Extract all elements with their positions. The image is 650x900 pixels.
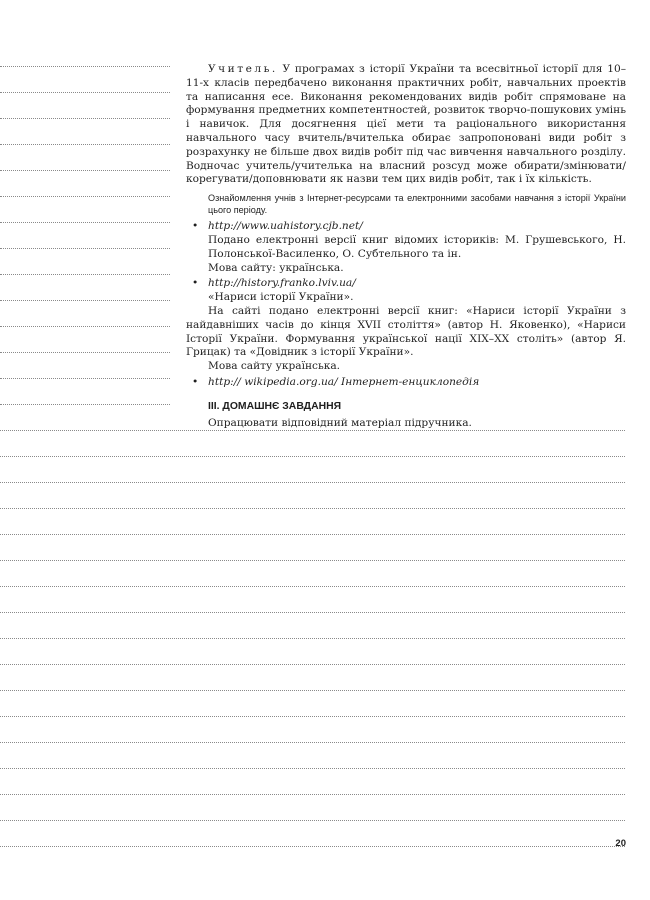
note-line bbox=[0, 430, 625, 431]
note-line bbox=[0, 638, 625, 639]
note-line bbox=[0, 690, 625, 691]
note-line bbox=[0, 768, 625, 769]
teacher-label: Учитель. bbox=[208, 63, 278, 75]
teacher-paragraph bbox=[186, 63, 626, 187]
note-line bbox=[0, 378, 170, 379]
note-line bbox=[0, 404, 170, 405]
note-line bbox=[0, 560, 625, 561]
note-line bbox=[0, 820, 625, 821]
note-line bbox=[0, 66, 170, 67]
resource-language: Мова сайту: українська. bbox=[208, 261, 344, 274]
resource-description: Подано електронні версії книг відомих істориків: М. Грушевського, Н. Полонської-Василенко, О. Субтельного та ін. bbox=[208, 233, 626, 260]
note-line bbox=[0, 326, 170, 327]
note-line bbox=[0, 92, 170, 93]
teacher-text: У програмах з історії України та всесвітньої історії для 10–11-х класів передбачено виконання практичних робіт, навчальних проектів та написання есе. Виконання рекомендованих видів робіт спрямоване на формування предметних компетентностей, розвиток творчо-пошукових умінь і навичок. Для досягнення цієї мети та раціонального використання навчального часу вчитель/вчителька обирає запропоновані види робіт з розрахунку не більше двох видів робіт під час вивчення навчального розділу. Водночас учитель/учителька на власний розсуд може обирати/змінювати/корегувати/доповнювати як назви тем цих видів робіт, так і їх кількість. bbox=[186, 63, 626, 186]
note-line bbox=[0, 274, 170, 275]
note-line bbox=[0, 716, 625, 717]
bullet-icon: • bbox=[192, 375, 199, 388]
resource-description: На сайті подано електронні версії книг: «Нариси історії України з найдавніших часів до кінця XVII століття» (автор Н. Яковенко), «Нариси Історії України. Формування української нації XIX–XX століть» (автор Я. Грицак) та «Довідник з історії України». bbox=[186, 304, 626, 359]
note-line bbox=[0, 118, 170, 119]
note-line bbox=[0, 586, 625, 587]
homework-text: Опрацювати відповідний матеріал підручника. bbox=[208, 416, 472, 429]
note-line bbox=[0, 742, 625, 743]
note-line bbox=[0, 300, 170, 301]
bullet-icon: • bbox=[192, 277, 199, 290]
note-line bbox=[0, 196, 170, 197]
resource-title: «Нариси історії України». bbox=[208, 291, 354, 304]
resource-item bbox=[186, 376, 626, 390]
resource-language: Мова сайту українська. bbox=[208, 360, 341, 373]
resource-link[interactable]: http:// wikipedia.org.ua/ Інтернет-енциклопедія bbox=[208, 375, 480, 388]
note-line bbox=[0, 534, 625, 535]
note-line bbox=[0, 794, 625, 795]
note-line bbox=[0, 352, 170, 353]
content-column bbox=[186, 63, 626, 430]
note-line bbox=[0, 664, 625, 665]
resource-link[interactable]: http://www.uahistory.cjb.net/ bbox=[208, 220, 363, 233]
note-line bbox=[0, 846, 625, 847]
note-line bbox=[0, 248, 170, 249]
resource-item bbox=[186, 277, 626, 291]
page-number: 20 bbox=[615, 838, 626, 849]
note-line bbox=[0, 612, 625, 613]
note-line bbox=[0, 144, 170, 145]
note-line bbox=[0, 170, 170, 171]
note-line bbox=[0, 508, 625, 509]
homework-heading: III. ДОМАШНЄ ЗАВДАННЯ bbox=[208, 400, 342, 412]
note-line bbox=[0, 456, 625, 457]
bullet-icon: • bbox=[192, 220, 199, 233]
resource-link[interactable]: http://history.franko.lviv.ua/ bbox=[208, 277, 356, 290]
internet-resources-note: Ознайомлення учнів з Інтернет-ресурсами та електронними засобами навчання з історії України цього періоду. bbox=[208, 193, 626, 216]
note-line bbox=[0, 482, 625, 483]
note-line bbox=[0, 222, 170, 223]
resource-item bbox=[186, 220, 626, 234]
